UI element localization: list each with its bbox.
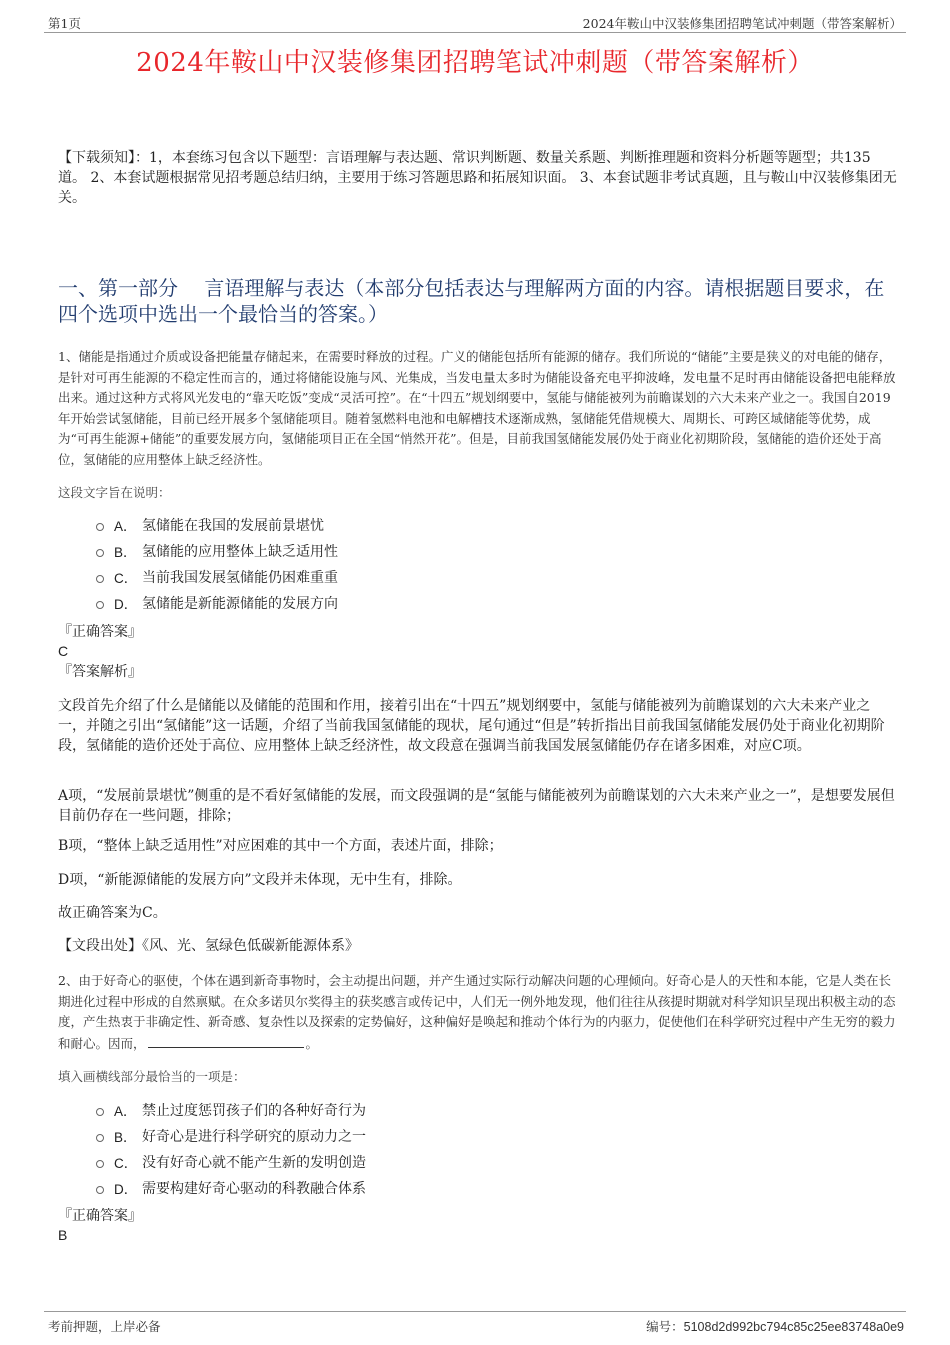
download-notice: 【下载须知】：1，本套练习包含以下题型：言语理解与表达题、常识判断题、数量关系题、判断推理题和资料分析题等题型；共135道。 2、本套试题根据常见招考题总结归纳，主要用于练习答题思路和拓展知识面。 3、本套试题非考试真题，且与鞍山中汉装修集团无关。	[58, 150, 897, 206]
question-1-analysis-para-2: A项，“发展前景堪忧”侧重的是不看好氢储能的发展，而文段强调的是“氢能与储能被列为前瞻谋划的六大未来产业之一”，是想要发展但目前仍存在一些问题，排除；	[58, 788, 895, 824]
question-2-option-c[interactable]	[96, 1149, 366, 1175]
question-1-option-a[interactable]	[96, 512, 338, 538]
footer-slogan: 考前押题，上岸必备	[48, 1319, 161, 1334]
document-title: 2024年鞍山中汉装修集团招聘笔试冲刺题（带答案解析）	[136, 48, 814, 78]
question-1-analysis-para-3: B项，“整体上缺乏适用性”对应困难的其中一个方面，表述片面，排除；	[58, 838, 503, 854]
radio-icon[interactable]	[96, 1108, 104, 1116]
question-2-option-d[interactable]	[96, 1175, 366, 1201]
option-letter: C．	[114, 571, 138, 586]
option-text: 氢储能在我国的发展前景堪忧	[142, 518, 324, 534]
radio-icon[interactable]	[96, 601, 104, 609]
question-2-options	[96, 1097, 366, 1201]
fill-blank-line	[148, 1033, 304, 1048]
option-text: 禁止过度惩罚孩子们的各种好奇行为	[142, 1103, 366, 1119]
option-text: 氢储能的应用整体上缺乏适用性	[142, 544, 338, 560]
question-2-option-b[interactable]	[96, 1123, 366, 1149]
question-1-source: 【文段出处】《风、光、氢绿色低碳新能源体系》	[58, 938, 359, 954]
option-letter: B．	[114, 1130, 137, 1145]
footer-code-label: 编号：	[646, 1319, 684, 1334]
option-letter: B．	[114, 545, 137, 560]
question-1-answer-label: 『正确答案』	[58, 624, 142, 640]
radio-icon[interactable]	[96, 549, 104, 557]
question-1-answer: C	[58, 643, 69, 659]
footer-code-value: 5108d2d992bc794c85c25ee83748a0e9	[683, 1320, 904, 1334]
question-1-stem: 1、储能是指通过介质或设备把能量存储起来，在需要时释放的过程。广义的储能包括所有能源的储存。我们所说的“储能”主要是狭义的对电能的储存，是针对可再生能源的不稳定性而言的，通过将储能设施与风、光集成，当发电量太多时为储能设备充电平抑波峰，发电量不足时再由储能设备把电能释放出来。通过这种方式将风光发电的“靠天吃饭”变成“灵活可控”。在“十四五”规划纲要中，氢能与储能被列为前瞻谋划的六大未来产业之一。我国自2019年开始尝试氢储能，目前已经开展多个氢储能项目。随着氢燃料电池和电解槽技术逐渐成熟，氢储能凭借规模大、周期长、可跨区域储能等优势，成为“可再生能源+储能”的重要发展方向，氢储能项目正在全国“悄然开花”。但是，目前我国氢储能发展仍处于商业化初期阶段，氢储能的造价还处于高位，氢储能的应用整体上缺乏经济性。	[58, 349, 896, 467]
page-header	[44, 10, 906, 33]
question-2-stem-text: 2、由于好奇心的驱使，个体在遇到新奇事物时，会主动提出问题，并产生通过实际行动解决问题的心理倾向。好奇心是人的天性和本能，它是人类在长期进化过程中形成的自然禀赋。在众多诺贝尔奖得主的获奖感言或传记中，人们无一例外地发现，他们往往从孩提时期就对科学知识呈现出积极主动的态度，产生热衷于非确定性、新奇感、复杂性以及探索的定势偏好，这种偏好是唤起和推动个体行为的内驱力，促使他们在科学研究过程中产生无穷的毅力和耐心。因而，	[58, 973, 896, 1051]
question-2-stem	[58, 971, 898, 1054]
radio-icon[interactable]	[96, 1160, 104, 1168]
question-1-analysis-para-4: D项，“新能源储能的发展方向”文段并未体现，无中生有，排除。	[58, 872, 462, 888]
option-letter: D．	[114, 1182, 138, 1197]
radio-icon[interactable]	[96, 1186, 104, 1194]
radio-icon[interactable]	[96, 1134, 104, 1142]
question-1-options	[96, 512, 338, 616]
question-1-analysis-para-1: 文段首先介绍了什么是储能以及储能的范围和作用，接着引出在“十四五”规划纲要中，氢能与储能被列为前瞻谋划的六大未来产业之一，并随之引出“氢储能”这一话题，介绍了当前我国氢储能的现状，尾句通过“但是”转折指出目前我国氢储能发展仍处于商业化初期阶段，氢储能的造价还处于高位、应用整体上缺乏经济性，故文段意在强调当前我国发展氢储能仍存在诸多困难，对应C项。	[58, 698, 885, 754]
option-letter: A．	[114, 1104, 137, 1119]
page-number: 第1页	[48, 16, 81, 31]
question-1-prompt: 这段文字旨在说明：	[58, 485, 171, 500]
question-2-answer-label: 『正确答案』	[58, 1208, 142, 1224]
option-letter: C．	[114, 1156, 138, 1171]
option-letter: A．	[114, 519, 137, 534]
page-footer	[44, 1311, 906, 1336]
question-2-option-a[interactable]	[96, 1097, 366, 1123]
question-1-analysis-para-5: 故正确答案为C。	[58, 905, 167, 921]
question-1-option-b[interactable]	[96, 538, 338, 564]
radio-icon[interactable]	[96, 523, 104, 531]
question-1-option-c[interactable]	[96, 564, 338, 590]
question-1-analysis-label: 『答案解析』	[58, 664, 142, 680]
header-doc-title: 2024年鞍山中汉装修集团招聘笔试冲刺题（带答案解析）	[582, 16, 902, 31]
option-text: 好奇心是进行科学研究的原动力之一	[142, 1129, 366, 1145]
footer-code	[646, 1317, 904, 1335]
question-2-prompt: 填入画横线部分最恰当的一项是：	[58, 1069, 246, 1084]
option-text: 没有好奇心就不能产生新的发明创造	[142, 1155, 366, 1171]
question-2-stem-end: 。	[305, 1035, 319, 1051]
option-letter: D．	[114, 597, 138, 612]
question-2-answer: B	[58, 1227, 68, 1243]
question-1-option-d[interactable]	[96, 590, 338, 616]
option-text: 当前我国发展氢储能仍困难重重	[142, 570, 338, 586]
option-text: 需要构建好奇心驱动的科教融合体系	[142, 1181, 366, 1197]
section-heading: 一、第一部分 言语理解与表达（本部分包括表达与理解两方面的内容。请根据题目要求，在四个选项中选出一个最恰当的答案。）	[58, 276, 885, 326]
option-text: 氢储能是新能源储能的发展方向	[142, 596, 338, 612]
radio-icon[interactable]	[96, 575, 104, 583]
